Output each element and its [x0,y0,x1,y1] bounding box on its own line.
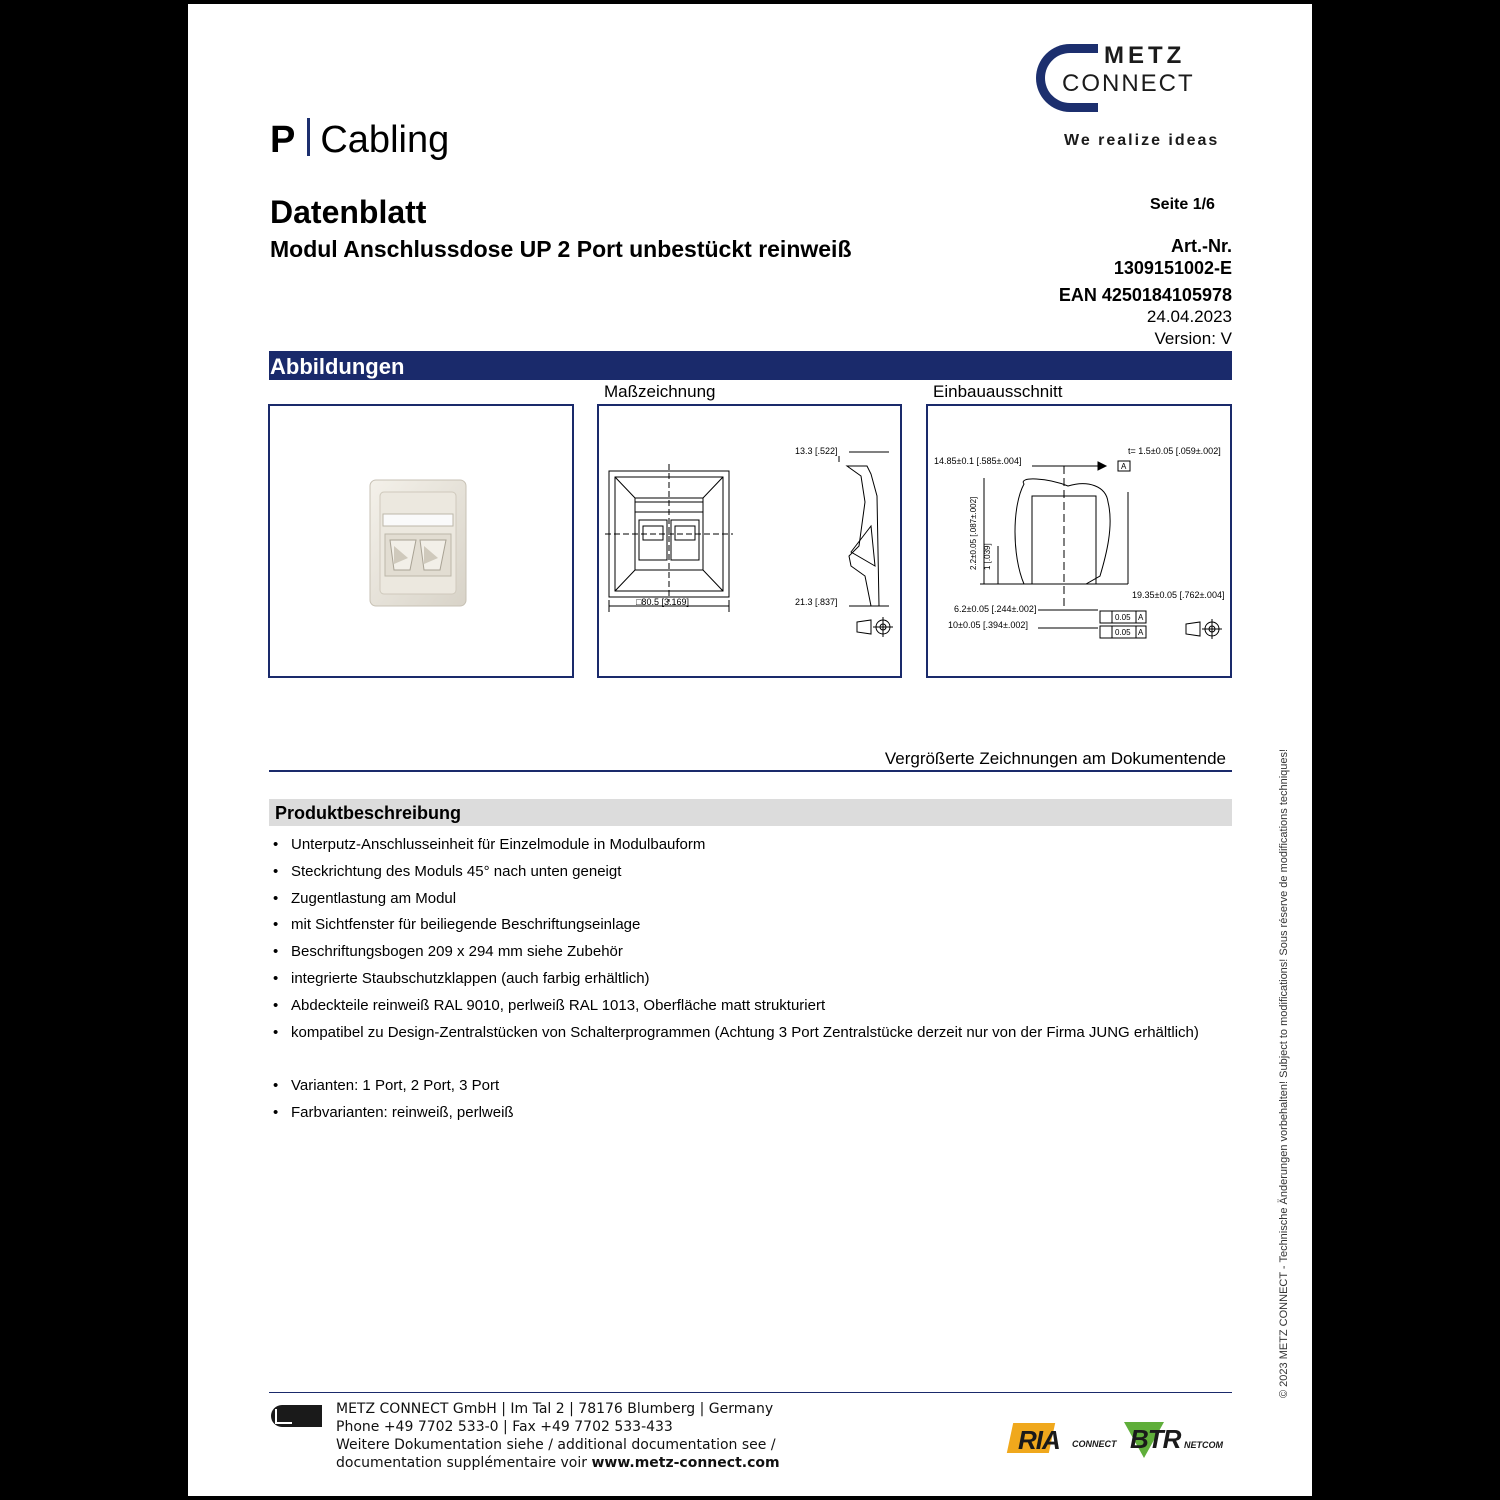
art-number: 1309151002-E [1113,258,1232,278]
product-title: Modul Anschlussdose UP 2 Port unbestückt reinweiß [270,236,852,262]
ria-main: RIA [1018,1425,1060,1455]
datum-label: A [1121,462,1127,471]
copyright-side-note: © 2023 METZ CONNECT - Technische Änderungen vorbehalten! Subject to modifications! Sous réserve de modifications techniques! [1278,748,1290,1398]
footer-line4 [336,1454,780,1472]
footer-logo-mark [268,1403,324,1431]
dimension-drawing [599,406,900,676]
list-item: • Abdeckteile reinweiß RAL 9010, perlweiß RAL 1013, Oberfläche matt strukturiert [269,997,1199,1024]
label-einbauausschnitt: Einbauausschnitt [933,382,1063,401]
footer-address [336,1400,780,1472]
dim-d1: 14.85±0.1 [.585±.004] [934,456,1022,466]
doc-date: 24.04.2023 [1146,307,1232,326]
description-list [269,836,1199,1050]
dim-thickness: t= 1.5±0.05 [.059±.002] [1128,446,1221,456]
product-photo-frame [268,404,574,678]
list-item: • kompatibel zu Design-Zentralstücken von Schalterprogrammen (Achtung 3 Port Zentralstücke derzeit nur von der Firma JUNG erhältlich) [269,1024,1199,1051]
dim-d3: 1 [.039] [983,543,992,570]
category-heading [270,118,449,162]
page-number: Seite 1/6 [1150,196,1215,213]
footer-line4-prefix: documentation supplémentaire voir [336,1455,592,1471]
doc-title: Datenblatt [270,194,427,230]
btr-netcom-logo [1124,1420,1230,1460]
footer-line1: METZ CONNECT GmbH | Im Tal 2 | 78176 Blumberg | Germany [336,1401,774,1417]
section-produktbeschreibung: Produktbeschreibung [269,799,1232,826]
footer-divider [269,1392,1232,1393]
dim-d6: 10±0.05 [.394±.002] [948,620,1028,630]
btr-sub: NETCOM [1184,1440,1223,1450]
dim-width: □80.5 [3.169] [636,597,689,607]
dim-d5: 6.2±0.05 [.244±.002] [954,604,1037,614]
ria-connect-logo [1010,1423,1116,1459]
datum-ref-2: A [1138,628,1144,637]
logo-metz: METZ [1104,42,1186,69]
list-item: • Zugentlastung am Modul [269,890,1199,917]
datum-ref-1: A [1138,613,1144,622]
category-letter: P [270,119,296,161]
footer-line3: Weitere Dokumentation siehe / additional documentation see / [336,1437,776,1453]
ean-number: EAN 4250184105978 [1058,285,1232,305]
tol-1: 0.05 [1115,613,1131,622]
dim-d2: 2.2±0.05 [.087±.002] [969,496,978,570]
dim-bottom: 21.3 [.837] [795,597,838,607]
dim-top: 13.3 [.522] [795,446,838,456]
product-photo [270,406,572,676]
cutout-drawing-frame [926,404,1232,678]
list-item: • Unterputz-Anschlusseinheit für Einzelmodule in Modulbauform [269,836,1199,863]
divider [269,770,1232,772]
section-abbildungen: Abbildungen [269,351,1232,380]
doc-version: Version: V [1154,329,1232,348]
list-item: • mit Sichtfenster für beiliegende Beschriftungseinlage [269,916,1199,943]
list-item: • Varianten: 1 Port, 2 Port, 3 Port [269,1077,514,1104]
list-item: • Steckrichtung des Moduls 45° nach unten geneigt [269,863,1199,890]
variants-list [269,1077,514,1131]
ria-sub: CONNECT [1072,1439,1117,1449]
dimension-drawing-frame [597,404,902,678]
btr-main: BTR [1130,1424,1181,1454]
logo-connect: CONNECT [1062,70,1195,97]
list-item: • integrierte Staubschutzklappen (auch farbig erhältlich) [269,970,1199,997]
tol-2: 0.05 [1115,628,1131,637]
list-item: • Beschriftungsbogen 209 x 294 mm siehe Zubehör [269,943,1199,970]
label-masszeichnung: Maßzeichnung [604,382,716,401]
dim-d4: 19.35±0.05 [.762±.004] [1132,590,1225,600]
cutout-drawing [928,406,1230,676]
list-item: • Farbvarianten: reinweiß, perlweiß [269,1104,514,1131]
category-name: Cabling [320,119,450,161]
footer-website-link[interactable]: www.metz-connect.com [591,1455,780,1471]
drawings-note: Vergrößerte Zeichnungen am Dokumentende [884,749,1226,768]
footer-line2: Phone +49 7702 533-0 | Fax +49 7702 533-433 [336,1419,673,1435]
art-label: Art.-Nr. [1170,236,1232,256]
logo-tagline: We realize ideas [1064,132,1220,149]
